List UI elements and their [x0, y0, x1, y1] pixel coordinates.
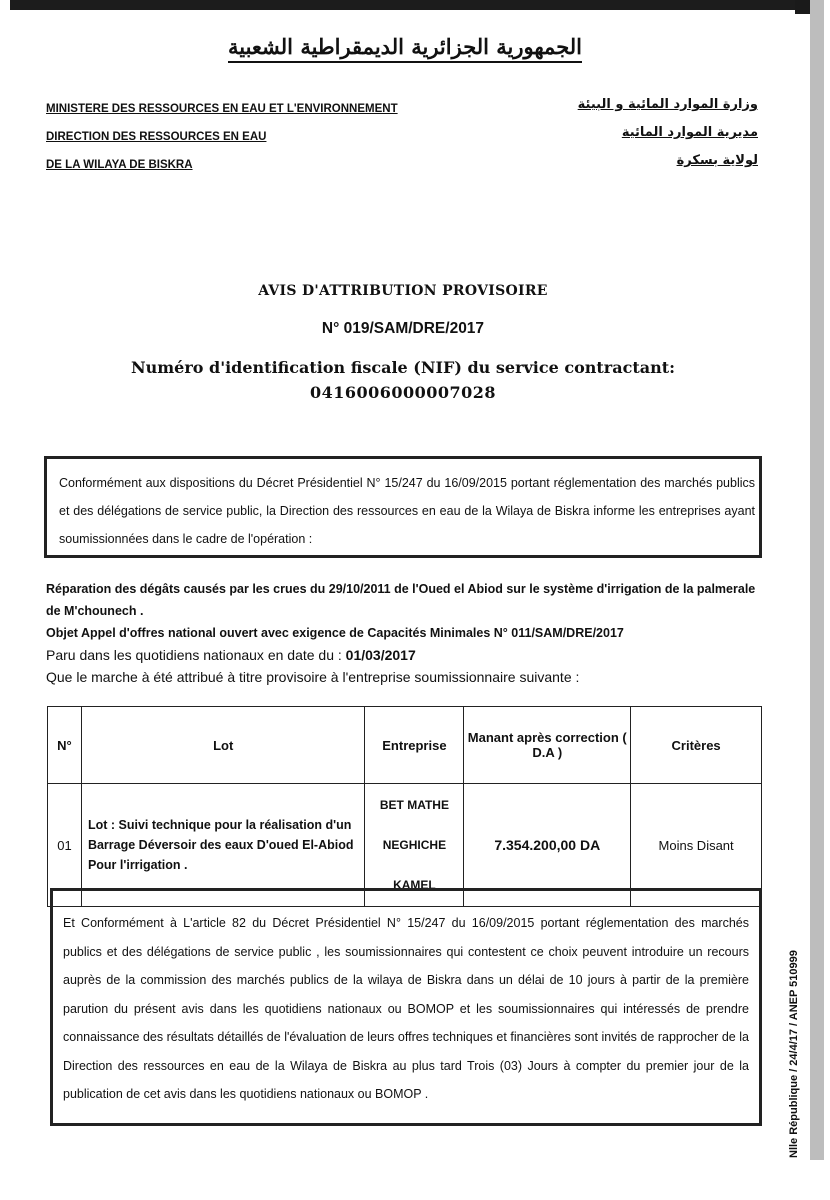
recours-text: Et Conformément à L'article 82 du Décret Présidentiel N° 15/247 du 16/09/2015 portant réglementation des marchés publics et des délégations de service public , les soumissionnaires qui contestent ce choix peuvent introduire un recours auprès de la commission des marchés publics de la wilaya de Biskra dans un délai de 10 jours à partir de la première parution du présent avis dans les quotidiens nationaux ou BOMOP et les soumissionnaires qui intéressés de prendre connaissance des résultats détaillés de l'évaluation de leurs offres techniques et financières sont invités de rapprocher de la Direction des ressources en eau de la Wilaya de Biskra au plus tard Trois (03) Jours à compter du premier jour de la publication de cet avis dans les quotidiens nationaux ou BOMOP . [63, 916, 749, 1101]
header-left-block [46, 95, 398, 179]
col-header-num: N° [48, 707, 82, 784]
header-right-block [578, 91, 758, 175]
wilaya-label: DE LA WILAYA DE BISKRA [46, 159, 193, 171]
paru-date: 01/03/2017 [345, 647, 416, 663]
direction-label: DIRECTION DES RESSOURCES EN EAU [46, 131, 267, 143]
top-scan-border [10, 0, 810, 10]
objet-text: Objet Appel d'offres national ouvert avec exigence de Capacités Minimales N° 011/SAM/DRE/2017 [46, 626, 624, 640]
nif-value: 0416006000007028 [309, 383, 497, 402]
intro-text: Conformément aux dispositions du Décret Présidentiel N° 15/247 du 16/09/2015 portant réglementation des marchés publics et des délégations de service public, la Direction des ressources en eau de la Wilaya de Biskra informe les entreprises ayant soumissionnées dans le cadre de l'opération : [59, 476, 755, 546]
intro-box [44, 456, 762, 558]
attribution-table [47, 706, 762, 907]
notice-number: N° 019/SAM/DRE/2017 [321, 320, 485, 337]
col-header-lot: Lot [81, 707, 365, 784]
ministry-label: MINISTERE DES RESSOURCES EN EAU ET L'ENVIRONNEMENT [46, 103, 398, 115]
col-header-entreprise: Entreprise [365, 707, 464, 784]
col-header-montant: Manant après correction ( D.A ) [464, 707, 631, 784]
side-publication-stamp: Nlle République / 24/4/17 / ANEP 510999 [788, 950, 800, 1158]
republic-title-arabic: الجمهورية الجزائرية الديمقراطية الشعبية [0, 34, 810, 59]
ministry-label-arabic: وزارة الموارد المائية و البيئة [577, 97, 758, 112]
wilaya-label-arabic: لولاية بسكرة [676, 153, 758, 168]
cell-montant: 7.354.200,00 DA [464, 784, 631, 907]
right-scan-border [810, 0, 824, 1160]
table-header-row [48, 707, 762, 784]
paru-label: Paru dans les quotidiens nationaux en date du : [46, 647, 346, 663]
recours-box [50, 888, 762, 1126]
nif-label: Numéro d'identification fiscale (NIF) du service contractant: [130, 358, 676, 377]
cell-criteres: Moins Disant [631, 784, 762, 907]
entreprise-line2: NEGHICHE KAMEL [382, 838, 447, 892]
cell-lot: Lot : Suivi technique pour la réalisation d'un Barrage Déversoir des eaux D'oued El-Abiod Pour l'irrigation . [81, 784, 365, 907]
paru-line [46, 644, 761, 666]
operation-details [46, 578, 761, 688]
operation-text: Réparation des dégâts causés par les crues du 29/10/2011 de l'Oued el Abiod sur le système d'irrigation de la palmerale de M'chounech . [46, 582, 756, 618]
attribue-text: Que le marche à été attribué à titre provisoire à l'entreprise soumissionnaire suivante : [46, 669, 580, 685]
entreprise-line1: BET MATHE [379, 798, 449, 812]
direction-label-arabic: مديرية الموارد المائية [621, 125, 758, 140]
cell-num: 01 [48, 784, 82, 907]
notice-title: AVIS D'ATTRIBUTION PROVISOIRE [258, 283, 548, 299]
col-header-criteres: Critères [631, 707, 762, 784]
